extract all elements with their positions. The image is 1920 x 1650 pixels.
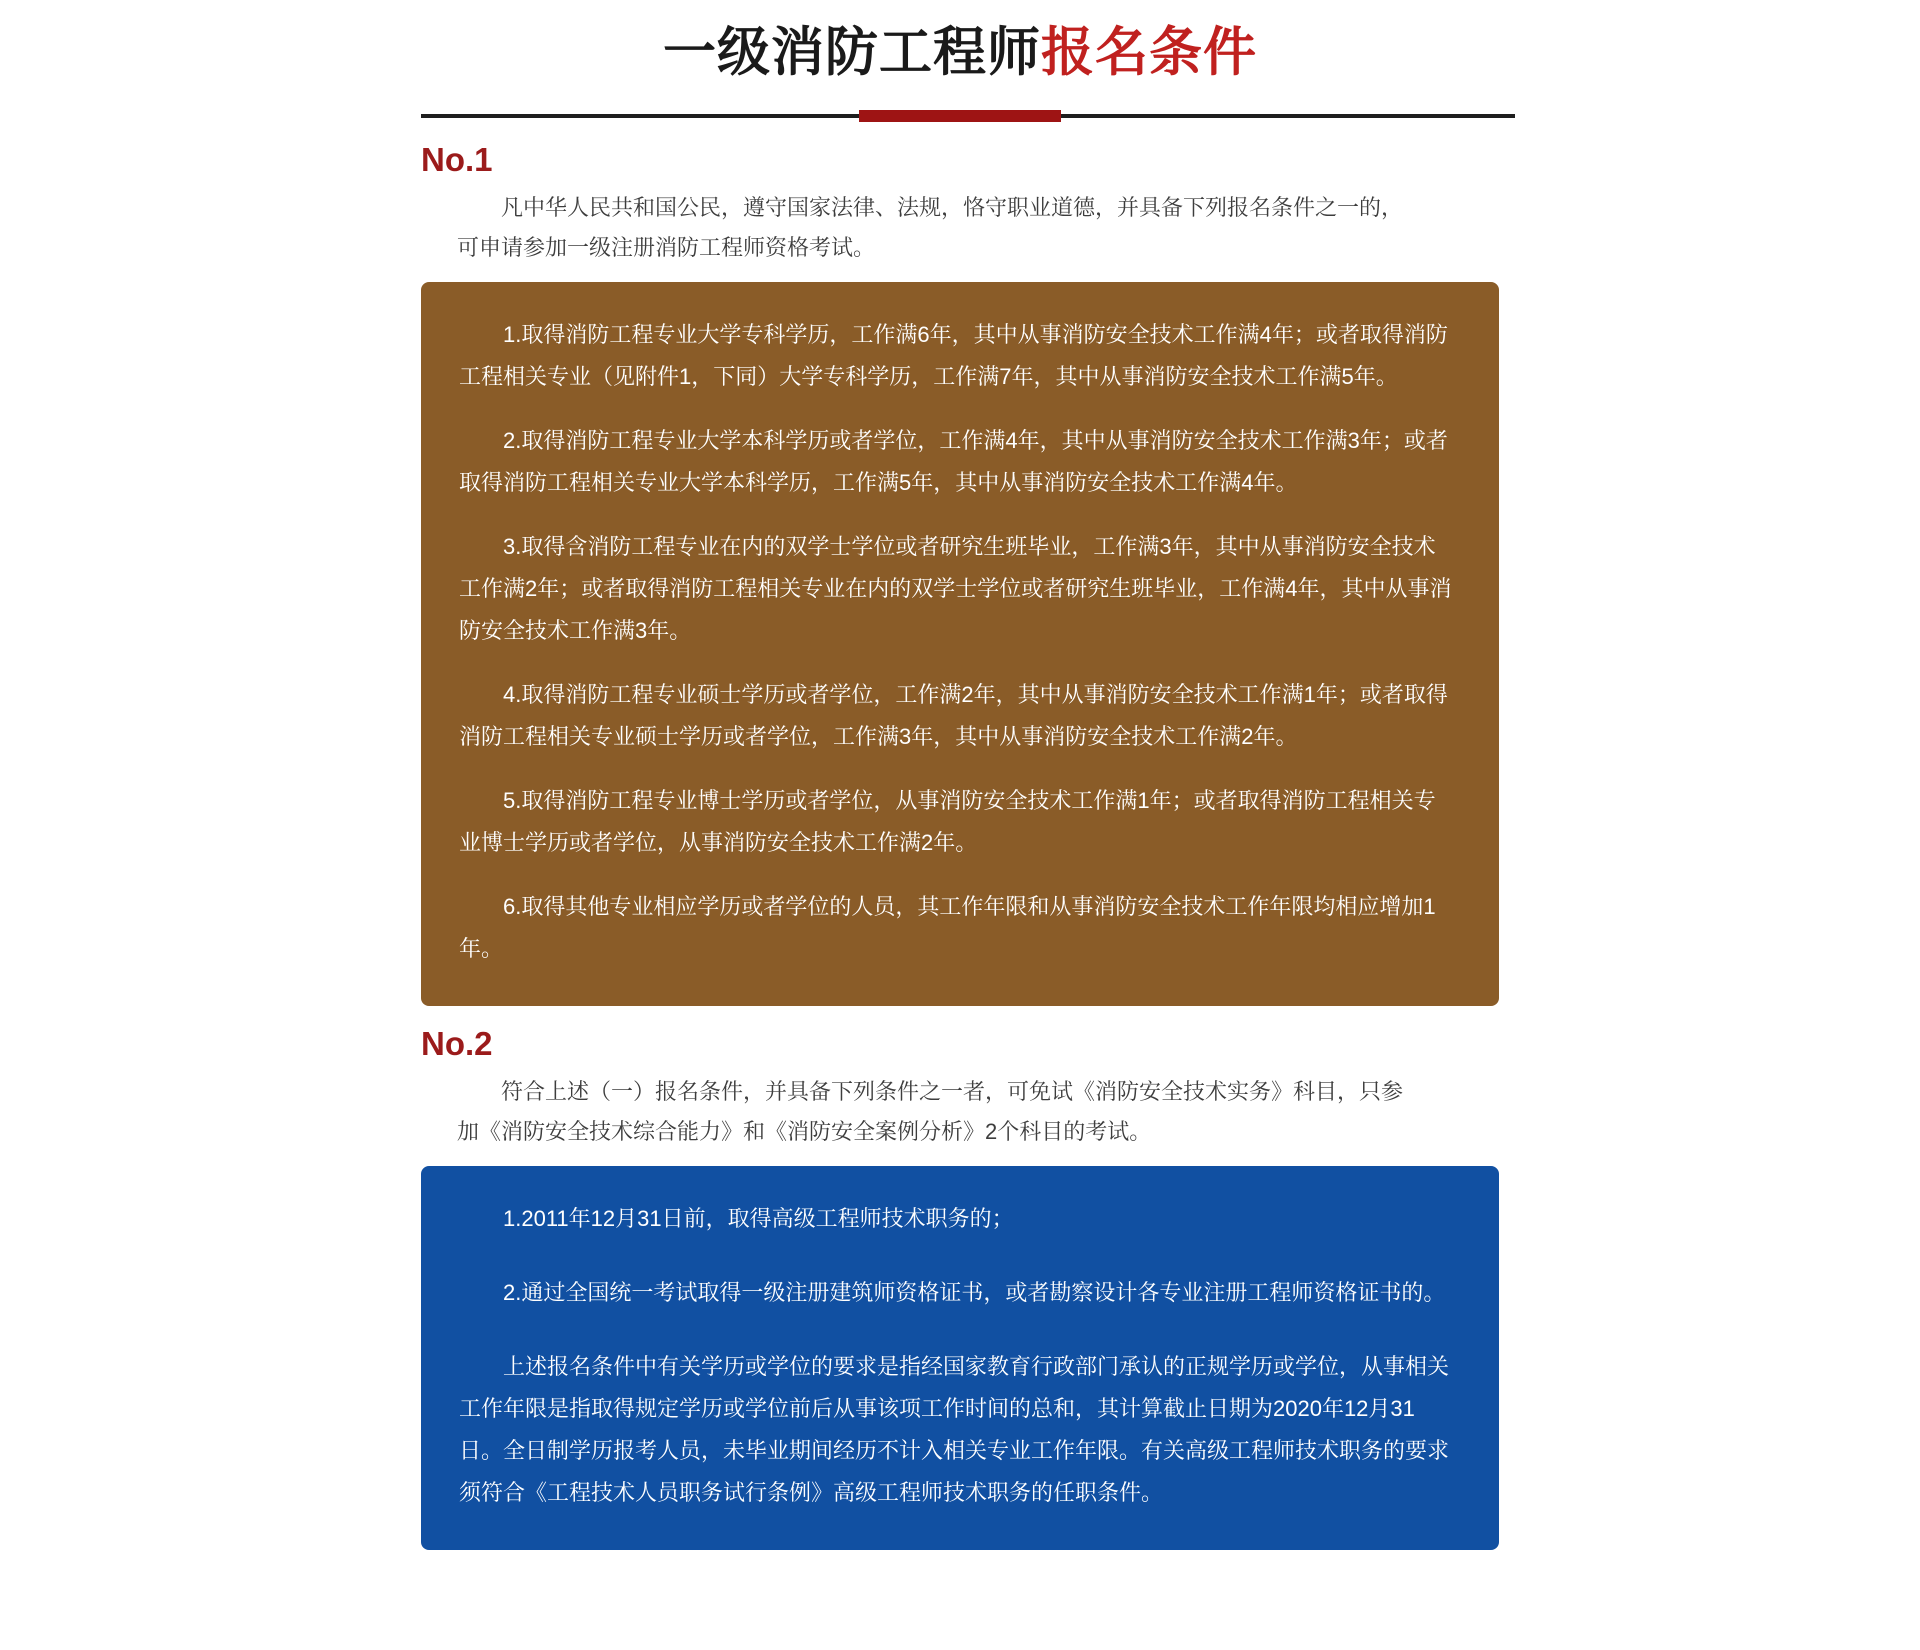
- divider-accent-bar: [859, 110, 1061, 122]
- page-title-red: 报名条件: [1041, 23, 1257, 82]
- requirement-item-2: 2.取得消防工程专业大学本科学历或者学位，工作满4年，其中从事消防安全技术工作满3年；或者取得消防工程相关专业大学本科学历，工作满5年，其中从事消防安全技术工作满4年。: [459, 428, 1448, 495]
- requirement-item-5: 5.取得消防工程专业博士学历或者学位，从事消防安全技术工作满1年；或者取得消防工程相关专业博士学历或者学位，从事消防安全技术工作满2年。: [459, 788, 1436, 855]
- requirement-item-1: 1.取得消防工程专业大学专科学历，工作满6年，其中从事消防安全技术工作满4年；或者取得消防工程相关专业（见附件1，下同）大学专科学历，工作满7年，其中从事消防安全技术工作满5年。: [459, 322, 1448, 389]
- page: [421, 0, 1499, 1550]
- exemption-item-2: 2.通过全国统一考试取得一级注册建筑师资格证书，或者勘察设计各专业注册工程师资格证书的。: [503, 1280, 1446, 1305]
- section-no2: [421, 1026, 1499, 1550]
- exemption-note: 上述报名条件中有关学历或学位的要求是指经国家教育行政部门承认的正规学历或学位，从事相关工作年限是指取得规定学历或学位前后从事该项工作时间的总和，其计算截止日期为2020年12月31日。全日制学历报考人员，未毕业期间经历不计入相关专业工作年限。有关高级工程师技术职务的要求须符合《工程技术人员职务试行条例》高级工程师技术职务的任职条件。: [459, 1354, 1450, 1505]
- section-no1: [421, 142, 1499, 1006]
- section1-requirements-box: [421, 282, 1499, 1006]
- section2-intro: 符合上述（一）报名条件，并具备下列条件之一者，可免试《消防安全技术实务》科目，只参加《消防安全技术综合能力》和《消防安全案例分析》2个科目的考试。: [457, 1079, 1404, 1144]
- exemption-item-1: 1.2011年12月31日前，取得高级工程师技术职务的；: [503, 1206, 1014, 1231]
- page-header: [421, 22, 1499, 122]
- page-title: [421, 22, 1499, 84]
- requirement-item-6: 6.取得其他专业相应学历或者学位的人员，其工作年限和从事消防安全技术工作年限均相应增加1年。: [459, 894, 1436, 961]
- page-title-black: 一级消防工程师: [663, 23, 1041, 82]
- section1-heading: No.1: [421, 141, 493, 178]
- section2-exemption-box: [421, 1166, 1499, 1550]
- requirement-item-4: 4.取得消防工程专业硕士学历或者学位，工作满2年，其中从事消防安全技术工作满1年；或者取得消防工程相关专业硕士学历或者学位，工作满3年，其中从事消防安全技术工作满2年。: [459, 682, 1448, 749]
- requirement-item-3: 3.取得含消防工程专业在内的双学士学位或者研究生班毕业，工作满3年，其中从事消防安全技术工作满2年；或者取得消防工程相关专业在内的双学士学位或者研究生班毕业，工作满4年，其中从事消防安全技术工作满3年。: [459, 534, 1452, 643]
- section2-heading: No.2: [421, 1025, 493, 1062]
- divider: [421, 110, 1499, 122]
- section1-intro: 凡中华人民共和国公民，遵守国家法律、法规，恪守职业道德，并具备下列报名条件之一的，可申请参加一级注册消防工程师资格考试。: [457, 195, 1404, 260]
